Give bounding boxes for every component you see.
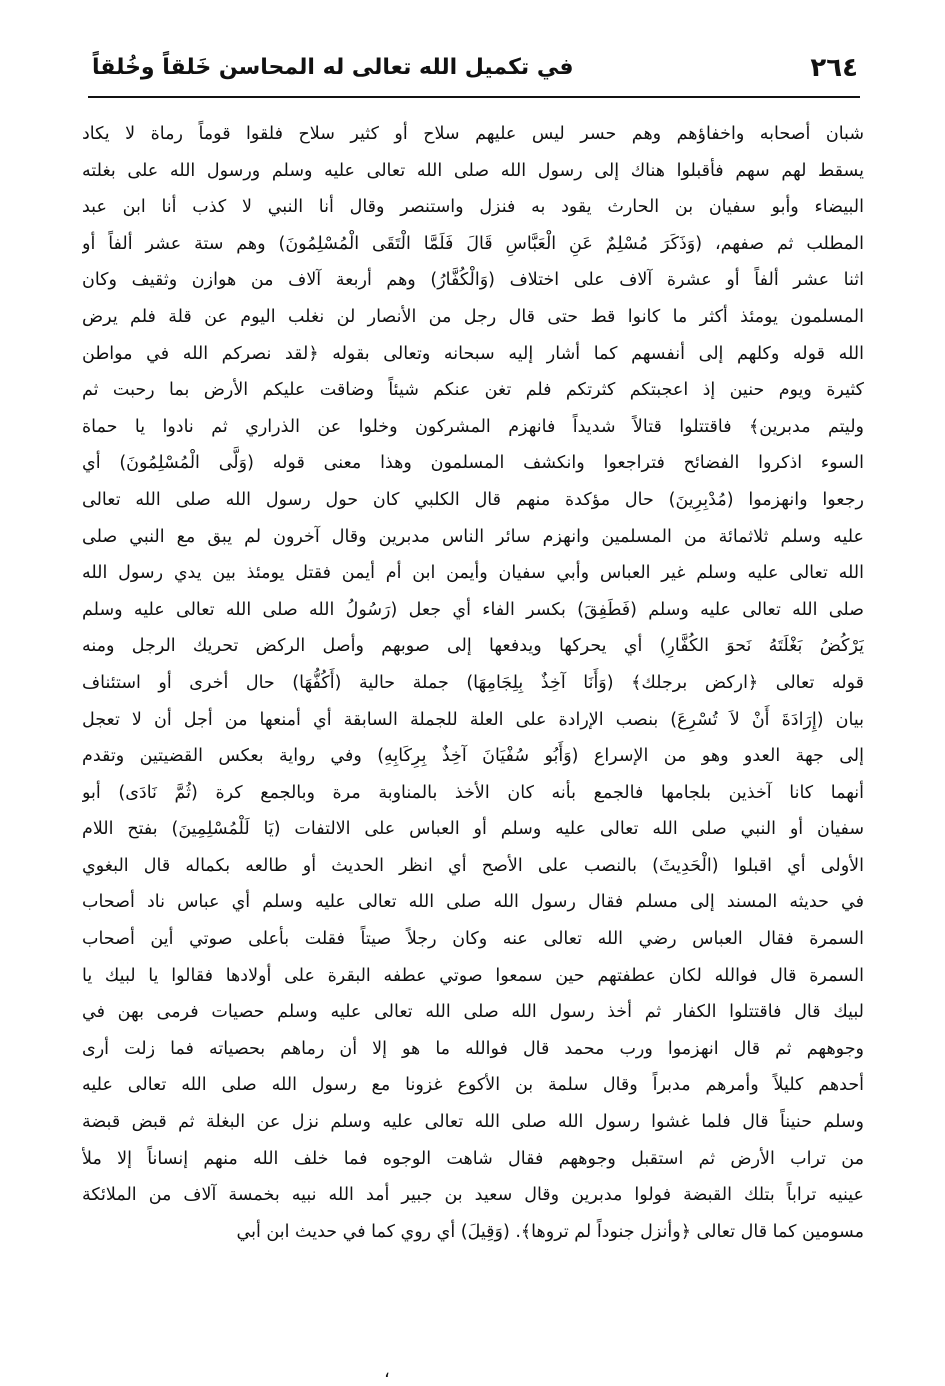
page-number: ٢٦٤: [810, 53, 858, 83]
text-line: أحدهم كليلاً وأمرهم مدبراً وقال سلمة بن الأكوع غزونا مع رسول الله صلى الله تعالى عليه: [82, 1075, 864, 1096]
text-line: المسلمون يومئذ أكثر ما كانوا قط حتى قال رجل من الأنصار لن نغلب اليوم عن قلة فلم يرض: [82, 306, 864, 327]
text-line: وسلم حنيناً قال فلما غشوا رسول الله صلى الله تعالى عليه وسلم نزل عن البغلة ثم قبض قبضة: [82, 1112, 864, 1133]
text-line: سفيان أو النبي صلى الله تعالى عليه وسلم أو العباس على الالتفات (يَا لَلْمُسْلِمِينَ) بفتح اللام: [82, 819, 864, 840]
text-line: كثيرة ويوم حنين إذ اعجبتكم كثرتكم فلم تغن عنكم شيئاً وضاقت عليكم الأرض بما رحبت ثم: [82, 380, 864, 401]
text-line: الأولى أي اقبلوا (الْحَدِيثَ) بالنصب على الأصح أي انظر الحديث أو طالعه بكماله قال البغوي: [82, 855, 864, 876]
text-line: الله قوله وكلهم إلى أنفسهم كما أشار إليه سبحانه وتعالى بقوله ﴿لقد نصركم الله في مواطن: [82, 343, 864, 364]
text-line: السوء اذكروا الفضائح فتراجعوا وانكشف المسلمون وهذا معنى قوله (وَلَّى الْمُسْلِمُونَ) أي: [82, 453, 864, 474]
text-line: يَرْكُضُ بَغْلَتَهُ نَحوَ الكُفَّارِ) أي يحركها ويدفعها إلى صوبهم وأصل الركض تحريك الرجل ومنه: [82, 636, 864, 657]
text-line: في حديثه المسند إلى مسلم فقال رسول الله صلى الله تعالى عليه وسلم أي عباس ناد أصحاب: [82, 892, 864, 913]
text-line: صلى الله تعالى عليه وسلم (فَطَفِقَ) بكسر الفاء أي جعل (رَسُولُ الله صلى الله تعالى عليه وسلم: [82, 599, 864, 620]
text-line: عليه وسلم ثلاثمائة من المسلمين وانهزم سائر الناس مدبرين وقال آخرون لم يبق مع النبي صلى: [82, 526, 864, 547]
text-line: وجوههم ثم قال انهزموا ورب محمد قال فوالله ما هو إلا أن رماهم بحصياته فما زلت أرى: [82, 1038, 864, 1059]
text-line: بيان (إِرَادَةَ أَنْ لاَ تُسْرِعَ) بنصب الإرادة على العلة للجملة السابقة أي أمنعها من أجل أن لا تعجل: [82, 709, 864, 730]
text-line: يسقط لهم سهم فأقبلوا هناك إلى رسول الله صلى الله تعالى عليه وسلم ورسول الله على بغلته: [82, 160, 864, 181]
running-header: [88, 44, 860, 94]
text-line: إلى جهة العدو وهو من الإسراع (وَأَبُو سُفْيَانَ آخِذٌ بِرِكَابِهِ) وفي رواية بعكس القضيتين وتقدم: [82, 746, 864, 767]
text-line: البيضاء وأبو سفيان بن الحارث يقود به فنزل واستنصر وقال أنا النبي لا كذب أنا ابن عبد: [82, 197, 864, 218]
header-rule: [88, 96, 860, 98]
text-line: شبان أصحابه واخفاؤهم وهم حسر ليس عليهم سلاح أو كثير سلاح فلقوا قوماً رماة لا يكاد: [82, 124, 864, 144]
text-line: من تراب الأرض ثم استقبل وجوههم فقال شاهت الوجوه فما خلف الله منهم إنساناً إلا ملأ: [82, 1148, 864, 1169]
text-line: المطلب ثم صفهم، (وَذَكَرَ مُسْلِمٌ عَنِ الْعَبَّاسِ قَالَ فَلَمَّا الْتَقَى الْمُسْلِمُونَ) وهم ستة عشر ألفاً أو: [82, 233, 864, 254]
text-line: لبيك قال فاقتتلوا الكفار ثم أخذ رسول الله صلى الله تعالى عليه وسلم حصيات فرمى بهن في: [82, 1002, 864, 1023]
text-line: السمرة قال فوالله لكان عطفتهم حين سمعوا صوتي عطفه البقرة على أولادها فقالوا يا لبيك يا: [82, 965, 864, 986]
text-line: رجعوا وانهزموا (مُدْبِرِينَ) حال مؤكدة منهم قال الكلبي كان حول رسول الله صلى الله تعالى: [82, 489, 864, 510]
text-line: وليتم مدبرين﴾ فاقتتلوا قتالاً شديداً فانهزم المشركون وخلوا عن الذراري ثم نادوا يا حماة: [82, 416, 864, 437]
text-line: عينيه تراباً بتلك القبضة فولوا مدبرين وقال سعيد بن جبير أمد الله نبيه بخمسة آلاف من الملائكة: [82, 1185, 864, 1206]
text-line: مسومين كما قال تعالى ﴿وأنزل جنوداً لم تروها﴾. (وَقِيلَ) أي روي كما في حديث ابن أبي: [236, 1221, 864, 1242]
text-line: قوله تعالى ﴿اركض برجلك﴾ (وَأَنَا آخِذٌ بِلِجَامِهَا) جملة حالية (أَكُفُّهَا) حال أخرى أو استئناف: [82, 672, 864, 693]
text-line: أنهما كانا آخذين بلجامها فالجمع بأنه كان الأخذ بالمناوبة مرة وبالجمع كرة (ثُمَّ نَادَى) أبو: [82, 782, 864, 803]
footer-mark: ،: [384, 1361, 390, 1382]
body-text: [82, 116, 864, 1250]
running-title: في تكميل الله تعالى له المحاسن خَلقاً وخُلقاً: [92, 55, 574, 80]
text-line: الله تعالى عليه وسلم غير العباس وأبي سفيان وأيمن ابن أم أيمن فقتل يومئذ بين يدي رسول الله: [82, 563, 864, 584]
text-line: السمرة فقال العباس رضي الله تعالى عنه وكان رجلاً صيتاً فقلت بأعلى صوتي أين أصحاب: [82, 929, 864, 950]
text-line: اثنا عشر ألفاً أو عشرة آلاف على اختلاف (وَالْكُفَّارُ) وهم أربعة آلاف من هوازن وثقيف وكان: [82, 270, 864, 291]
